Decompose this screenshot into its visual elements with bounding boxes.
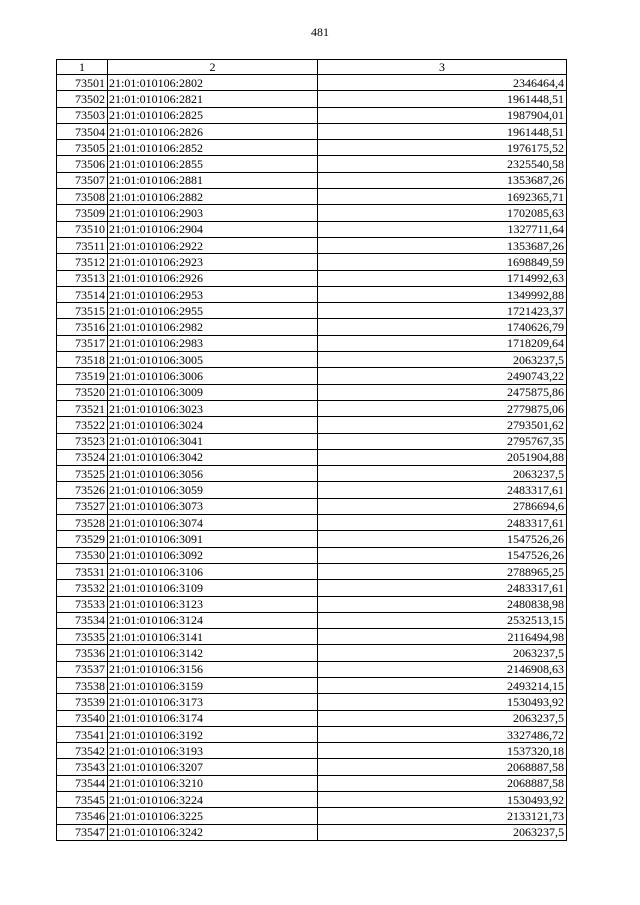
row-number-cell: 73538 xyxy=(57,677,108,693)
cadastral-number-cell: 21:01:010106:3009 xyxy=(108,384,318,400)
row-number-cell: 73516 xyxy=(57,319,108,335)
cadastral-number-cell: 21:01:010106:2922 xyxy=(108,237,318,253)
row-number-cell: 73517 xyxy=(57,335,108,351)
row-number-cell: 73507 xyxy=(57,172,108,188)
cadastral-number-cell: 21:01:010106:3210 xyxy=(108,775,318,791)
value-cell: 1961448,51 xyxy=(318,123,567,139)
table-row xyxy=(57,75,567,91)
cadastral-number-cell: 21:01:010106:3005 xyxy=(108,352,318,368)
table-row xyxy=(57,515,567,531)
row-number-cell: 73512 xyxy=(57,254,108,270)
value-cell: 2786694,6 xyxy=(318,498,567,514)
value-cell: 2146908,63 xyxy=(318,661,567,677)
value-cell: 2779875,06 xyxy=(318,400,567,416)
cadastral-number-cell: 21:01:010106:2903 xyxy=(108,205,318,221)
cadastral-number-cell: 21:01:010106:2882 xyxy=(108,189,318,205)
row-number-cell: 73528 xyxy=(57,515,108,531)
cadastral-number-cell: 21:01:010106:2826 xyxy=(108,123,318,139)
row-number-cell: 73535 xyxy=(57,629,108,645)
cadastral-number-cell: 21:01:010106:2926 xyxy=(108,270,318,286)
table-row xyxy=(57,384,567,400)
row-number-cell: 73522 xyxy=(57,417,108,433)
table-row xyxy=(57,759,567,775)
value-cell: 2493214,15 xyxy=(318,677,567,693)
value-cell: 2346464,4 xyxy=(318,75,567,91)
table-row xyxy=(57,319,567,335)
cadastral-number-cell: 21:01:010106:2904 xyxy=(108,221,318,237)
value-cell: 1740626,79 xyxy=(318,319,567,335)
value-cell: 2475875,86 xyxy=(318,384,567,400)
row-number-cell: 73504 xyxy=(57,123,108,139)
table-row xyxy=(57,417,567,433)
cadastral-number-cell: 21:01:010106:3106 xyxy=(108,563,318,579)
cadastral-number-cell: 21:01:010106:2821 xyxy=(108,91,318,107)
cadastral-number-cell: 21:01:010106:3174 xyxy=(108,710,318,726)
table-row xyxy=(57,352,567,368)
table-row xyxy=(57,547,567,563)
value-cell: 1547526,26 xyxy=(318,547,567,563)
table-row xyxy=(57,629,567,645)
cadastral-number-cell: 21:01:010106:3006 xyxy=(108,368,318,384)
cadastral-number-cell: 21:01:010106:3042 xyxy=(108,449,318,465)
table-row xyxy=(57,286,567,302)
value-cell: 2063237,5 xyxy=(318,466,567,482)
cadastral-number-cell: 21:01:010106:2983 xyxy=(108,335,318,351)
row-number-cell: 73529 xyxy=(57,531,108,547)
cadastral-number-cell: 21:01:010106:2802 xyxy=(108,75,318,91)
value-cell: 1353687,26 xyxy=(318,172,567,188)
cadastral-number-cell: 21:01:010106:3207 xyxy=(108,759,318,775)
value-cell: 1702085,63 xyxy=(318,205,567,221)
table-header-row xyxy=(57,60,567,75)
row-number-cell: 73539 xyxy=(57,694,108,710)
table-row xyxy=(57,237,567,253)
row-number-cell: 73544 xyxy=(57,775,108,791)
value-cell: 1530493,92 xyxy=(318,694,567,710)
row-number-cell: 73508 xyxy=(57,189,108,205)
cadastral-number-cell: 21:01:010106:3041 xyxy=(108,433,318,449)
value-cell: 1349992,88 xyxy=(318,286,567,302)
table-row xyxy=(57,580,567,596)
value-cell: 2795767,35 xyxy=(318,433,567,449)
row-number-cell: 73520 xyxy=(57,384,108,400)
table-row xyxy=(57,156,567,172)
cadastral-number-cell: 21:01:010106:3173 xyxy=(108,694,318,710)
column-header-3: 3 xyxy=(318,60,567,75)
page-number: 481 xyxy=(311,25,329,39)
value-cell: 1547526,26 xyxy=(318,531,567,547)
row-number-cell: 73533 xyxy=(57,596,108,612)
row-number-cell: 73543 xyxy=(57,759,108,775)
table-body xyxy=(57,75,567,841)
table-row xyxy=(57,694,567,710)
value-cell: 1692365,71 xyxy=(318,189,567,205)
table-row xyxy=(57,189,567,205)
row-number-cell: 73523 xyxy=(57,433,108,449)
table-row xyxy=(57,563,567,579)
cadastral-number-cell: 21:01:010106:3225 xyxy=(108,808,318,824)
row-number-cell: 73503 xyxy=(57,107,108,123)
cadastral-number-cell: 21:01:010106:3056 xyxy=(108,466,318,482)
row-number-cell: 73531 xyxy=(57,563,108,579)
cadastral-number-cell: 21:01:010106:3092 xyxy=(108,547,318,563)
row-number-cell: 73524 xyxy=(57,449,108,465)
row-number-cell: 73510 xyxy=(57,221,108,237)
row-number-cell: 73518 xyxy=(57,352,108,368)
row-number-cell: 73514 xyxy=(57,286,108,302)
row-number-cell: 73542 xyxy=(57,743,108,759)
cadastral-number-cell: 21:01:010106:3059 xyxy=(108,482,318,498)
table-row xyxy=(57,710,567,726)
row-number-cell: 73527 xyxy=(57,498,108,514)
row-number-cell: 73502 xyxy=(57,91,108,107)
table-row xyxy=(57,335,567,351)
row-number-cell: 73506 xyxy=(57,156,108,172)
table-row xyxy=(57,482,567,498)
cadastral-number-cell: 21:01:010106:2881 xyxy=(108,172,318,188)
value-cell: 2063237,5 xyxy=(318,645,567,661)
row-number-cell: 73541 xyxy=(57,726,108,742)
value-cell: 1976175,52 xyxy=(318,140,567,156)
row-number-cell: 73511 xyxy=(57,237,108,253)
cadastral-number-cell: 21:01:010106:2852 xyxy=(108,140,318,156)
table-row xyxy=(57,270,567,286)
row-number-cell: 73509 xyxy=(57,205,108,221)
table-row xyxy=(57,303,567,319)
data-table xyxy=(56,59,567,841)
table-row xyxy=(57,677,567,693)
row-number-cell: 73532 xyxy=(57,580,108,596)
cadastral-number-cell: 21:01:010106:2855 xyxy=(108,156,318,172)
table-row xyxy=(57,205,567,221)
value-cell: 1530493,92 xyxy=(318,792,567,808)
row-number-cell: 73525 xyxy=(57,466,108,482)
value-cell: 1698849,59 xyxy=(318,254,567,270)
value-cell: 2068887,58 xyxy=(318,775,567,791)
cadastral-number-cell: 21:01:010106:2955 xyxy=(108,303,318,319)
cadastral-number-cell: 21:01:010106:3091 xyxy=(108,531,318,547)
cadastral-number-cell: 21:01:010106:3023 xyxy=(108,400,318,416)
value-cell: 1353687,26 xyxy=(318,237,567,253)
row-number-cell: 73501 xyxy=(57,75,108,91)
table-row xyxy=(57,433,567,449)
row-number-cell: 73547 xyxy=(57,824,108,840)
table-row xyxy=(57,726,567,742)
row-number-cell: 73536 xyxy=(57,645,108,661)
value-cell: 2480838,98 xyxy=(318,596,567,612)
table-row xyxy=(57,91,567,107)
table-row xyxy=(57,645,567,661)
value-cell: 2051904,88 xyxy=(318,449,567,465)
table-row xyxy=(57,172,567,188)
value-cell: 2068887,58 xyxy=(318,759,567,775)
table-row xyxy=(57,661,567,677)
cadastral-number-cell: 21:01:010106:3193 xyxy=(108,743,318,759)
cadastral-number-cell: 21:01:010106:3124 xyxy=(108,612,318,628)
value-cell: 2532513,15 xyxy=(318,612,567,628)
table-row xyxy=(57,254,567,270)
value-cell: 2788965,25 xyxy=(318,563,567,579)
value-cell: 2325540,58 xyxy=(318,156,567,172)
row-number-cell: 73540 xyxy=(57,710,108,726)
cadastral-number-cell: 21:01:010106:3142 xyxy=(108,645,318,661)
cadastral-number-cell: 21:01:010106:3156 xyxy=(108,661,318,677)
row-number-cell: 73521 xyxy=(57,400,108,416)
table-row xyxy=(57,743,567,759)
row-number-cell: 73530 xyxy=(57,547,108,563)
value-cell: 1721423,37 xyxy=(318,303,567,319)
value-cell: 2490743,22 xyxy=(318,368,567,384)
table-row xyxy=(57,449,567,465)
value-cell: 1714992,63 xyxy=(318,270,567,286)
row-number-cell: 73515 xyxy=(57,303,108,319)
row-number-cell: 73546 xyxy=(57,808,108,824)
value-cell: 2063237,5 xyxy=(318,352,567,368)
table-row xyxy=(57,123,567,139)
row-number-cell: 73513 xyxy=(57,270,108,286)
row-number-cell: 73505 xyxy=(57,140,108,156)
table-row xyxy=(57,808,567,824)
cadastral-number-cell: 21:01:010106:3074 xyxy=(108,515,318,531)
cadastral-number-cell: 21:01:010106:3073 xyxy=(108,498,318,514)
row-number-cell: 73526 xyxy=(57,482,108,498)
cadastral-number-cell: 21:01:010106:3123 xyxy=(108,596,318,612)
table-row xyxy=(57,368,567,384)
value-cell: 2116494,98 xyxy=(318,629,567,645)
row-number-cell: 73534 xyxy=(57,612,108,628)
table-row xyxy=(57,612,567,628)
cadastral-number-cell: 21:01:010106:2923 xyxy=(108,254,318,270)
cadastral-number-cell: 21:01:010106:3141 xyxy=(108,629,318,645)
value-cell: 2133121,73 xyxy=(318,808,567,824)
table-row xyxy=(57,400,567,416)
value-cell: 2483317,61 xyxy=(318,580,567,596)
value-cell: 2793501,62 xyxy=(318,417,567,433)
value-cell: 1327711,64 xyxy=(318,221,567,237)
value-cell: 3327486,72 xyxy=(318,726,567,742)
row-number-cell: 73537 xyxy=(57,661,108,677)
table-row xyxy=(57,107,567,123)
cadastral-number-cell: 21:01:010106:3024 xyxy=(108,417,318,433)
table-row xyxy=(57,792,567,808)
row-number-cell: 73519 xyxy=(57,368,108,384)
column-header-2: 2 xyxy=(108,60,318,75)
cadastral-number-cell: 21:01:010106:3224 xyxy=(108,792,318,808)
value-cell: 2063237,5 xyxy=(318,824,567,840)
row-number-cell: 73545 xyxy=(57,792,108,808)
value-cell: 1961448,51 xyxy=(318,91,567,107)
cadastral-number-cell: 21:01:010106:3242 xyxy=(108,824,318,840)
cadastral-number-cell: 21:01:010106:3192 xyxy=(108,726,318,742)
value-cell: 1718209,64 xyxy=(318,335,567,351)
table-row xyxy=(57,140,567,156)
column-header-1: 1 xyxy=(57,60,108,75)
cadastral-number-cell: 21:01:010106:3109 xyxy=(108,580,318,596)
value-cell: 2483317,61 xyxy=(318,515,567,531)
cadastral-number-cell: 21:01:010106:2982 xyxy=(108,319,318,335)
value-cell: 1537320,18 xyxy=(318,743,567,759)
value-cell: 2483317,61 xyxy=(318,482,567,498)
table-row xyxy=(57,221,567,237)
cadastral-number-cell: 21:01:010106:3159 xyxy=(108,677,318,693)
table-row xyxy=(57,824,567,840)
value-cell: 2063237,5 xyxy=(318,710,567,726)
value-cell: 1987904,01 xyxy=(318,107,567,123)
table-row xyxy=(57,596,567,612)
table-row xyxy=(57,498,567,514)
table-row xyxy=(57,775,567,791)
cadastral-number-cell: 21:01:010106:2825 xyxy=(108,107,318,123)
table-row xyxy=(57,466,567,482)
table-row xyxy=(57,531,567,547)
cadastral-number-cell: 21:01:010106:2953 xyxy=(108,286,318,302)
